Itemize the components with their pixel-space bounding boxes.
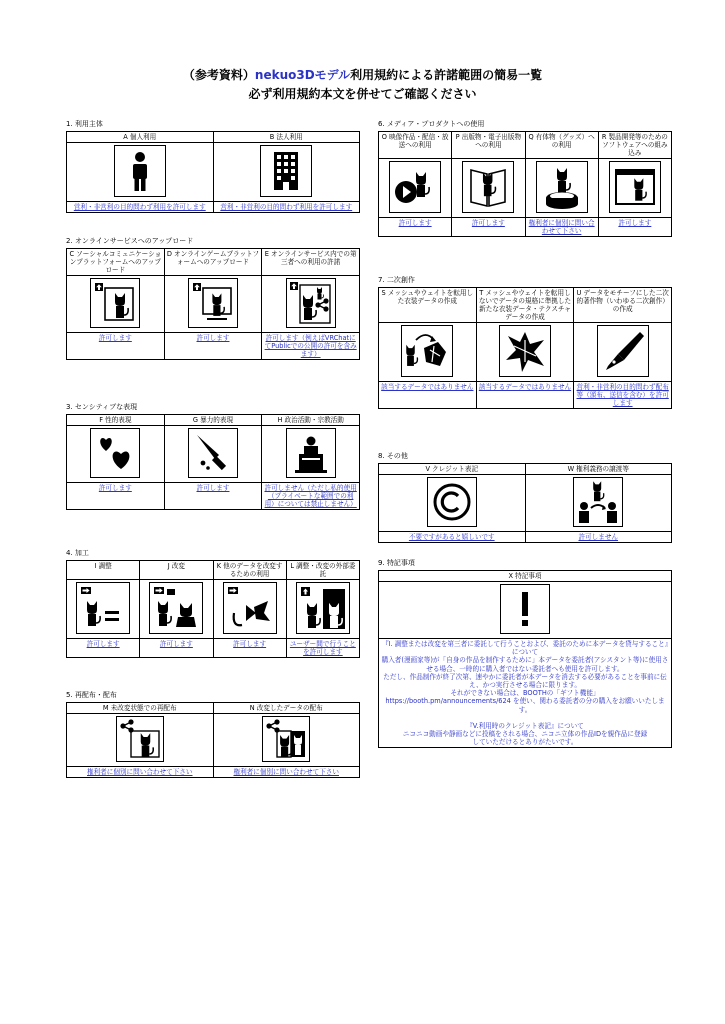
- answer-text: 許可します: [164, 483, 262, 510]
- col-label: H 政治活動・宗教活動: [262, 415, 360, 426]
- hearts-icon: [90, 428, 140, 478]
- col-label: K 他のデータを改変するための利用: [213, 561, 286, 580]
- col-label: X 特記事項: [379, 571, 672, 582]
- answer-text: 営利・非営利の目的問わず配布等（頒布、送信を含む）を許可します: [574, 382, 672, 409]
- answer-text: 許可しません（ただし私的使用（プライベートな範囲での利用）については禁止しません）: [262, 483, 360, 510]
- answer-text: 許可します: [452, 218, 525, 237]
- section-title: 2. オンラインサービスへのアップロード: [66, 237, 194, 245]
- col-label: J 改変: [140, 561, 213, 580]
- special-notes-table: [378, 570, 672, 748]
- copyright-icon: [427, 477, 477, 527]
- answer-text: 不要ですがあると嬉しいです: [379, 532, 526, 543]
- section-title: 5. 再配布・配布: [66, 691, 117, 699]
- modify-icon: [149, 582, 203, 634]
- col-label: S メッシュやウェイトを転用した衣装データの作成: [379, 288, 477, 323]
- answer-text: 許可します: [67, 333, 165, 360]
- clothing-icon: [499, 325, 551, 377]
- video-icon: [389, 161, 441, 213]
- reuse-data-icon: [223, 582, 277, 634]
- answer-text: 許可します（例えばVRChatにてPublicでの公開の許可を含みます）: [262, 333, 360, 360]
- section-usage-subject: [66, 120, 360, 213]
- col-label: O 映像作品・配信・放送への利用: [379, 132, 452, 159]
- note-line: ニコニコ動画や静画などに投稿をされる場合、ニコニ立体の作品IDを親作品に登録: [402, 730, 648, 739]
- col-label: E オンラインサービス内での第三者への利用の許諾: [262, 249, 360, 276]
- adjust-icon: [76, 582, 130, 634]
- answer-text: 営利・非営利の目的問わず利用を許可します: [213, 202, 360, 213]
- section-title: 4. 加工: [66, 549, 89, 557]
- col-label: C ソーシャルコミュニケーションプラットフォームへのアップロード: [67, 249, 165, 276]
- section-title: 6. メディア・プロダクトへの使用: [378, 120, 485, 128]
- col-label: F 性的表現: [67, 415, 165, 426]
- col-label: I 調整: [67, 561, 140, 580]
- answer-text: 許可します: [379, 218, 452, 237]
- section-title: 8. その他: [378, 452, 408, 460]
- answer-text: 許可します: [67, 639, 140, 658]
- col-label: T メッシュやウェイトを転用しないでデータの規格に準拠した新たな衣装データ・テクスチャデータの作成: [476, 288, 574, 323]
- building-icon: [260, 145, 312, 197]
- section-title: 3. センシティブな表現: [66, 403, 138, 411]
- title-prefix: （参考資料）: [182, 68, 255, 82]
- distribute-modified-icon: [262, 716, 310, 762]
- special-notes-text: [379, 639, 672, 748]
- other-table: [378, 463, 672, 543]
- col-label: D オンラインゲームプラットフォームへのアップロード: [164, 249, 262, 276]
- upload-social-icon: [90, 278, 140, 328]
- answer-text: 営利・非営利の目的問わず利用を許可します: [67, 202, 214, 213]
- knife-icon: [188, 428, 238, 478]
- figure-icon: [536, 161, 588, 213]
- col-label: M 未改変状態での再配布: [67, 703, 214, 714]
- col-label: V クレジット表記: [379, 464, 526, 475]
- col-label: B 法人利用: [213, 132, 360, 143]
- podium-icon: [286, 428, 336, 478]
- outsource-icon: [296, 582, 350, 634]
- processing-table: [66, 560, 360, 658]
- person-icon: [114, 145, 166, 197]
- answer-text: 許可しません: [525, 532, 672, 543]
- section-processing: [66, 549, 360, 658]
- answer-text: 権利者に個別に問い合わせて下さい: [67, 767, 214, 778]
- answer-text: 該当するデータではありません: [379, 382, 477, 409]
- note-line: 『V.利用時のクレジット表記』について: [466, 721, 584, 730]
- usage-subject-table: [66, 131, 360, 213]
- media-product-table: [378, 131, 672, 237]
- note-line: 『I. 調整または改変を第三者に委託して行うことおよび、委託のために本データを貸与すること』について: [381, 640, 669, 657]
- answer-text: 権利者に個別に問い合わせて下さい: [213, 767, 360, 778]
- answer-text: 許可します: [140, 639, 213, 658]
- col-label: U データをモチーフにした二次的著作物（いわゆる二次創作）の作成: [574, 288, 672, 323]
- section-title: 7. 二次創作: [378, 276, 415, 284]
- section-online-upload: [66, 237, 360, 360]
- note-line: 購入者(漫画家等)が「自身の作品を制作するために」本データを委託者(アシスタント等)に使用させる場合、一時的に購入者ではない委託者へも使用を許可します。: [381, 656, 669, 673]
- answer-text: 許可します: [164, 333, 262, 360]
- col-label: P 出版物・電子出版物への利用: [452, 132, 525, 159]
- note-spacer: [381, 714, 669, 722]
- col-label: N 改変したデータの配布: [213, 703, 360, 714]
- answer-text: 権利者に個別に問い合わせて下さい: [525, 218, 598, 237]
- note-line: それができない場合は、BOOTHの「ギフト機能」: [450, 689, 600, 698]
- col-label: A 個人利用: [67, 132, 214, 143]
- note-line: https://booth.pm/announcements/624 を使い、関わる委託者の分の購入をお願いいたします。: [385, 697, 665, 714]
- col-label: L 調整・改変の外部委託: [286, 561, 359, 580]
- col-label: Q 有体物（グッズ）への利用: [525, 132, 598, 159]
- redistribution-table: [66, 702, 360, 778]
- transfer-icon: [573, 477, 623, 527]
- section-title: 9. 特記事項: [378, 559, 415, 567]
- software-icon: [609, 161, 661, 213]
- answer-text: ユーザー間で行うことを許可します: [286, 639, 359, 658]
- exclamation-icon: [500, 584, 550, 634]
- section-special-notes: [378, 559, 672, 748]
- section-redistribution: [66, 691, 360, 778]
- section-derivative-works: [378, 276, 672, 409]
- section-sensitive-expression: [66, 403, 360, 510]
- upload-share-icon: [286, 278, 336, 328]
- book-icon: [462, 161, 514, 213]
- col-label: G 暴力的表現: [164, 415, 262, 426]
- answer-text: 許可します: [67, 483, 165, 510]
- page-subtitle: 必ず利用規約本文を併せてご確認ください: [248, 87, 477, 101]
- answer-text: 該当するデータではありません: [476, 382, 574, 409]
- title-brand: nekuo3Dモデル: [254, 68, 351, 82]
- page-title: [0, 67, 725, 83]
- section-media-product: [378, 120, 672, 237]
- section-other: [378, 452, 672, 543]
- col-label: W 権利義務の譲渡等: [525, 464, 672, 475]
- upload-game-icon: [188, 278, 238, 328]
- answer-text: 許可します: [213, 639, 286, 658]
- sensitive-expression-table: [66, 414, 360, 510]
- title-suffix: 利用規約による許諾範囲の簡易一覧: [350, 68, 543, 82]
- note-line: していただけるとありがたいです。: [472, 738, 578, 747]
- section-title: 1. 利用主体: [66, 120, 103, 128]
- pen-nib-icon: [597, 325, 649, 377]
- redistribute-icon: [116, 716, 164, 762]
- online-upload-table: [66, 248, 360, 360]
- note-line: ただし、作品制作が終了次第、速やかに委託者が本データを消去する必要があることを事前に伝え、かつ実行させる場合に限ります。: [383, 672, 667, 690]
- mesh-reuse-icon: [401, 325, 453, 377]
- derivative-works-table: [378, 287, 672, 409]
- col-label: R 製品開発等のためのソフトウェアへの組み込み: [598, 132, 671, 159]
- answer-text: 許可します: [598, 218, 671, 237]
